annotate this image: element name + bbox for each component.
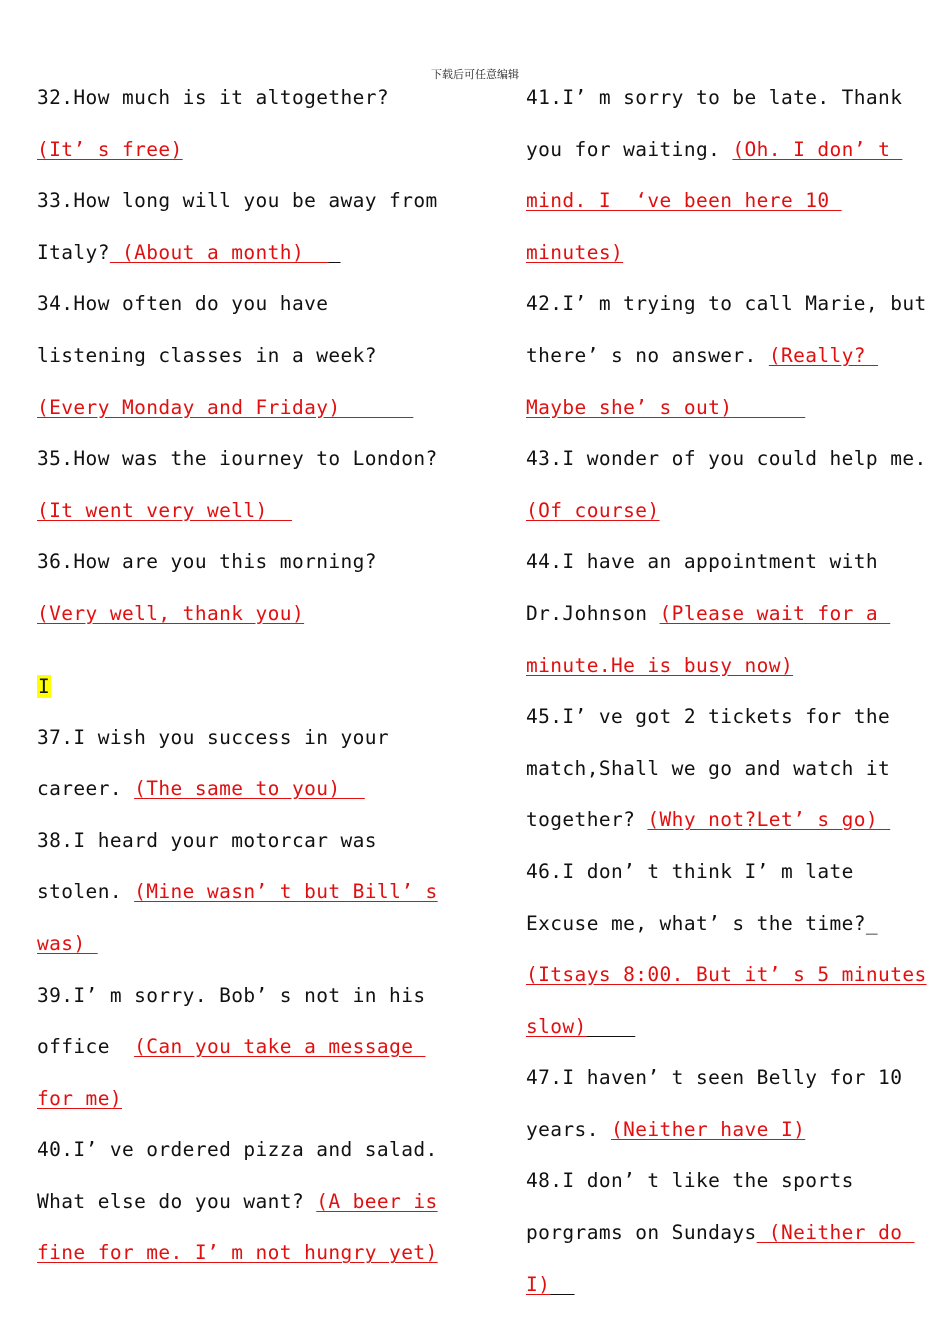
question-43: 43.I wonder of you could help me. (526, 447, 927, 471)
answer-line (526, 949, 927, 1001)
answer-line (37, 382, 437, 434)
answer-48: (Neither do (756, 1221, 915, 1245)
question-46: 46.I don’ t think I’ m late (526, 859, 854, 883)
section-heading (37, 662, 437, 712)
question-46-cont: Excuse me, what’ s the time?_ (526, 911, 879, 935)
answer-38: (Mine wasn’ t but Bill’ s (134, 880, 438, 904)
answer-line (526, 175, 918, 227)
question-33: 33.How long will you be away from (37, 189, 438, 213)
question-47: 47.I haven’ t seen Belly for 10 (526, 1066, 903, 1090)
page-header: 下载后可任意编辑 (431, 68, 519, 81)
answer-41-cont: mind. I ‘ve been here 10 (526, 189, 842, 213)
answer-blank (328, 241, 340, 264)
answer-line (37, 124, 437, 176)
question-37: 37.I wish you success in your (37, 725, 390, 749)
answer-42-cont: Maybe she’ s out) (526, 395, 733, 419)
question-39: 39.I’ m sorry. Bob’ s not in his (37, 983, 426, 1007)
answer-35: (It went very well) (37, 498, 292, 522)
answer-line (37, 588, 437, 640)
question-41: 41.I’ m sorry to be late. Thank (526, 86, 903, 109)
question-45-cont: match,Shall we go and watch it (526, 756, 891, 780)
question-44: 44.I have an appointment with (526, 550, 879, 574)
question-48-cont: porgrams on Sundays (Neither do (526, 1221, 915, 1245)
answer-blank (587, 1015, 636, 1038)
right-column (526, 72, 927, 1310)
answer-36: (Very well, thank you) (37, 601, 305, 625)
question-41-cont: you for waiting. (Oh. I don’ t (526, 137, 903, 161)
answer-44: (Please wait for a (659, 601, 891, 625)
answer-line (37, 1073, 437, 1125)
answer-42: (Really? (768, 343, 879, 367)
question-33-cont: Italy? (About a month) (37, 227, 437, 279)
question-32: 32.How much is it altogether? (37, 86, 390, 109)
answer-39-cont: for me) (37, 1086, 122, 1110)
answer-line (37, 485, 437, 537)
question-40: 40.I’ ve ordered pizza and salad. (37, 1138, 438, 1162)
question-37-cont: career. (The same to you) (37, 777, 365, 801)
answer-line (526, 227, 918, 279)
answer-46-cont: slow) (526, 1014, 587, 1038)
answer-44-cont: minute.He is busy now) (526, 653, 794, 677)
question-48: 48.I don’ t like the sports (526, 1169, 854, 1193)
question-34-cont: listening classes in a week? (37, 343, 377, 367)
answer-line (526, 1259, 918, 1311)
answer-40-cont: fine for me. I’ m not hungry yet) (37, 1241, 438, 1265)
answer-40: (A beer is (316, 1189, 438, 1213)
question-40-cont: What else do you want? (A beer is (37, 1189, 438, 1213)
answer-line (526, 382, 918, 434)
answer-blank (732, 396, 805, 419)
answer-46: (Itsays 8:00. But it’ s 5 minutes (526, 963, 927, 987)
question-45: 45.I’ ve got 2 tickets for the (526, 705, 891, 729)
answer-38-cont: was) (37, 931, 98, 955)
answer-37: (The same to you) (134, 777, 365, 801)
answer-48-cont: I) (526, 1272, 551, 1296)
question-35: 35.How was the iourney to London? (37, 447, 438, 471)
left-column (37, 72, 437, 1279)
question-42-cont: there’ s no answer. (Really? (526, 343, 879, 367)
question-38: 38.I heard your motorcar was (37, 828, 377, 852)
question-36: 36.How are you this morning? (37, 550, 377, 574)
answer-blank (550, 1273, 574, 1296)
answer-39: (Can you take a message (134, 1035, 426, 1059)
section-letter: I (38, 674, 51, 698)
answer-line (526, 640, 918, 692)
answer-line (526, 1001, 918, 1053)
question-45-cont2: together? (Why not?Let’ s go) (526, 808, 891, 832)
question-44-cont: Dr.Johnson (Please wait for a (526, 601, 891, 625)
answer-32: (It’ s free) (37, 137, 183, 161)
question-39-cont: office (Can you take a message (37, 1035, 426, 1059)
question-42: 42.I’ m trying to call Marie, but (526, 292, 927, 316)
answer-33: (About a month) (109, 240, 329, 264)
answer-line (37, 1227, 437, 1279)
answer-41: (Oh. I don’ t (732, 137, 903, 161)
question-38-cont: stolen. (Mine wasn’ t but Bill’ s (37, 880, 438, 904)
answer-34: (Every Monday and Friday) (37, 395, 341, 419)
question-34: 34.How often do you have (37, 292, 329, 316)
answer-45: (Why not?Let’ s go) (647, 808, 891, 832)
answer-47: (Neither have I) (610, 1117, 806, 1141)
answer-blank (341, 396, 414, 419)
question-47-cont: years. (Neither have I) (526, 1117, 806, 1141)
answer-41-cont2: minutes) (526, 240, 624, 264)
answer-43: (Of course) (526, 498, 660, 522)
answer-line (526, 485, 918, 537)
answer-line (37, 918, 437, 970)
